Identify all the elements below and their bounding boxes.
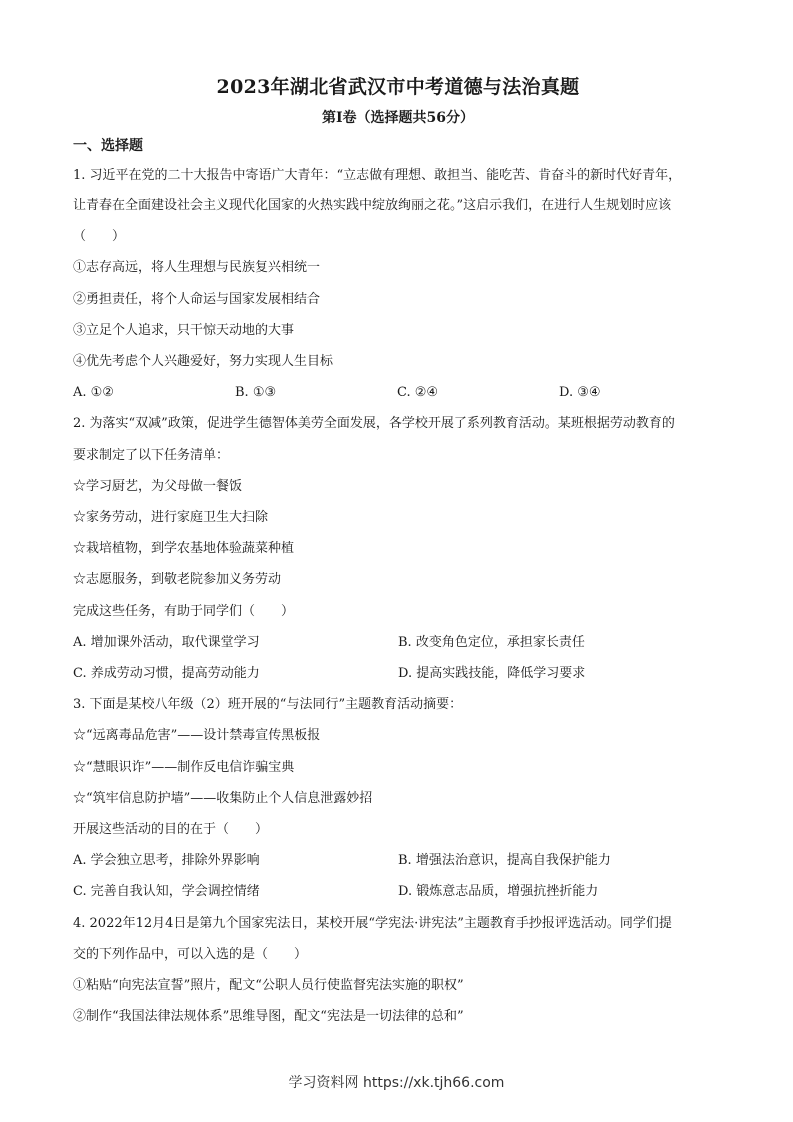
question-text: 3. 下面是某校八年级（2）班开展的“与法同行”主题教育活动摘要： xyxy=(73,697,463,713)
activity-item: ☆“筑牢信息防护墙”——收集防止个人信息泄露妙招 xyxy=(73,790,373,806)
answer-options xyxy=(73,658,723,689)
option-a: A. 学会独立思考，排除外界影响 xyxy=(73,853,260,869)
activity-item: ☆“远离毒品危害”——设计禁毒宣传黑板报 xyxy=(73,728,321,744)
question-3 xyxy=(73,689,723,907)
section-heading: 一、选择题 xyxy=(73,138,143,154)
question-4 xyxy=(73,908,723,1033)
statement-item: ②勇担责任，将个人命运与国家发展相结合 xyxy=(73,291,321,307)
question-prompt: 完成这些任务，有助于同学们（ ） xyxy=(73,603,295,619)
question-text: 1. 习近平在党的二十大报告中寄语广大青年：“立志做有理想、敢担当、能吃苦、肯奋斗的新时代好青年， xyxy=(73,168,682,183)
question-text: 2. 为落实“双减”政策，促进学生德智体美劳全面发展，各学校开展了系列教育活动。某班根据劳动教育的 xyxy=(73,416,675,432)
page-subtitle: 第I卷（选择题共56分） xyxy=(321,110,475,126)
question-text: 交的下列作品中，可以入选的是（ ） xyxy=(73,946,308,962)
option-c: C. 养成劳动习惯，提高劳动能力 xyxy=(73,666,260,682)
option-a: A. 增加课外活动，取代课堂学习 xyxy=(73,634,260,650)
statement-item: ①粘贴“向宪法宣誓”照片，配文“公职人员行使监督宪法实施的职权” xyxy=(73,978,464,994)
answer-options xyxy=(73,845,723,876)
task-item: ☆栽培植物，到学农基地体验蔬菜种植 xyxy=(73,541,295,557)
page-title: 2023年湖北省武汉市中考道德与法治真题 xyxy=(216,76,580,98)
answer-options xyxy=(73,876,723,907)
statement-item: ④优先考虑个人兴趣爱好，努力实现人生目标 xyxy=(73,354,334,370)
option-c: C. 完善自我认知，学会调控情绪 xyxy=(73,884,260,900)
option-a: A. ①② xyxy=(73,385,114,401)
answer-options xyxy=(73,377,723,408)
option-d: D. 锻炼意志品质，增强抗挫折能力 xyxy=(398,884,599,900)
answer-blank: （ ） xyxy=(73,229,126,245)
option-c: C. ②④ xyxy=(397,385,439,401)
statement-item: ①志存高远，将人生理想与民族复兴相统一 xyxy=(73,260,321,276)
task-item: ☆志愿服务，到敬老院参加义务劳动 xyxy=(73,572,282,588)
question-text: 4. 2022年12月4日是第九个国家宪法日，某校开展“学宪法·讲宪法”主题教育手抄报评选活动。同学们提 xyxy=(73,915,672,931)
option-b: B. 改变角色定位，承担家长责任 xyxy=(398,634,585,650)
exam-page xyxy=(73,72,723,1032)
option-d: D. 提高实践技能，降低学习要求 xyxy=(398,666,586,682)
question-2 xyxy=(73,408,723,689)
activity-item: ☆“慧眼识诈”——制作反电信诈骗宝典 xyxy=(73,759,295,775)
question-text: 要求制定了以下任务清单： xyxy=(73,447,230,463)
page-footer: 学习资料网 https://xk.tjh66.com xyxy=(288,1075,505,1091)
statement-item: ②制作“我国法律法规体系”思维导图，配文“宪法是一切法律的总和” xyxy=(73,1009,464,1025)
option-b: B. ①③ xyxy=(235,385,277,401)
option-b: B. 增强法治意识，提高自我保护能力 xyxy=(398,853,611,869)
answer-options xyxy=(73,627,723,658)
question-prompt: 开展这些活动的目的在于（ ） xyxy=(73,822,269,838)
option-d: D. ③④ xyxy=(559,385,601,401)
question-1 xyxy=(73,161,723,408)
task-item: ☆家务劳动，进行家庭卫生大扫除 xyxy=(73,510,269,526)
task-item: ☆学习厨艺，为父母做一餐饭 xyxy=(73,478,243,494)
statement-item: ③立足个人追求，只干惊天动地的大事 xyxy=(73,322,295,338)
question-text: 让青春在全面建设社会主义现代化国家的火热实践中绽放绚丽之花。”这启示我们，在进行人生规划时应该 xyxy=(73,198,672,213)
